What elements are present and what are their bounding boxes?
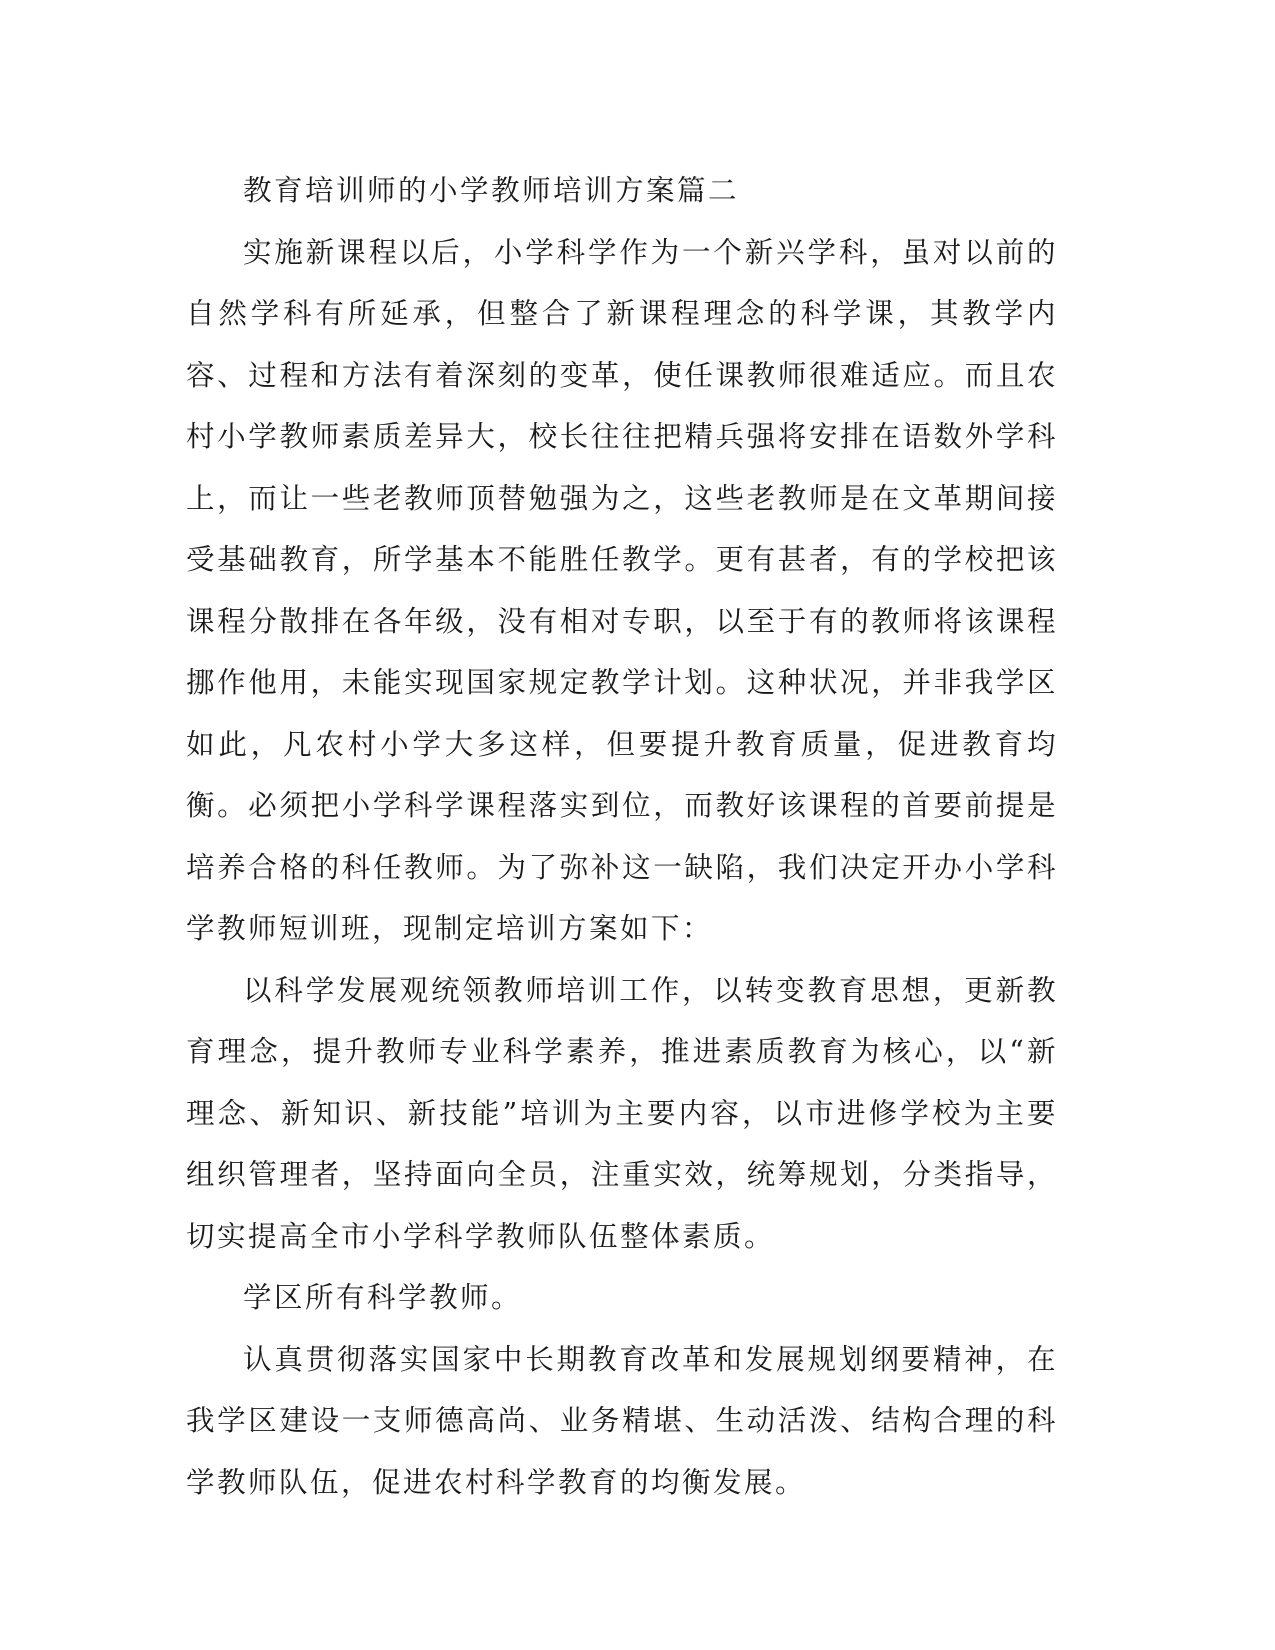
document-title: 教育培训师的小学教师培训方案篇二	[243, 174, 740, 207]
paragraph-goals: 认真贯彻落实国家中长期教育改革和发展规划纲要精神，在我学区建设一支师德高尚、业务精堪、生动活泼、结构合理的科学教师队伍，促进农村科学教育的均衡发展。	[186, 1342, 1058, 1499]
paragraph-guiding-thought: 以科学发展观统领教师培训工作，以转变教育思想，更新教育理念，提升教师专业科学素养，推进素质教育为核心，以“新理念、新知识、新技能”培训为主要内容，以市进修学校为主要组织管理者，坚持面向全员，注重实效，统筹规划，分类指导，切实提高全市小学科学教师队伍整体素质。	[186, 973, 1058, 1253]
paragraph-participants: 学区所有科学教师。	[243, 1281, 523, 1314]
paragraph-background: 实施新课程以后，小学科学作为一个新兴学科，虽对以前的自然学科有所延承，但整合了新课程理念的科学课，其教学内容、过程和方法有着深刻的变革，使任课教师很难适应。而且农村小学教师素质差异大，校长往往把精兵强将安排在语数外学科上，而让一些老教师顶替勉强为之，这些老教师是在文革期间接受基础教育，所学基本不能胜任教学。更有甚者，有的学校把该课程分散排在各年级，没有相对专职，以至于有的教师将该课程挪作他用，未能实现国家规定教学计划。这种状况，并非我学区如此，凡农村小学大多这样，但要提升教育质量，促进教育均衡。必须把小学科学课程落实到位，而教好该课程的首要前提是培养合格的科任教师。为了弥补这一缺陷，我们决定开办小学科学教师短训班，现制定培训方案如下：	[186, 235, 1058, 945]
document-body	[186, 160, 1058, 1513]
